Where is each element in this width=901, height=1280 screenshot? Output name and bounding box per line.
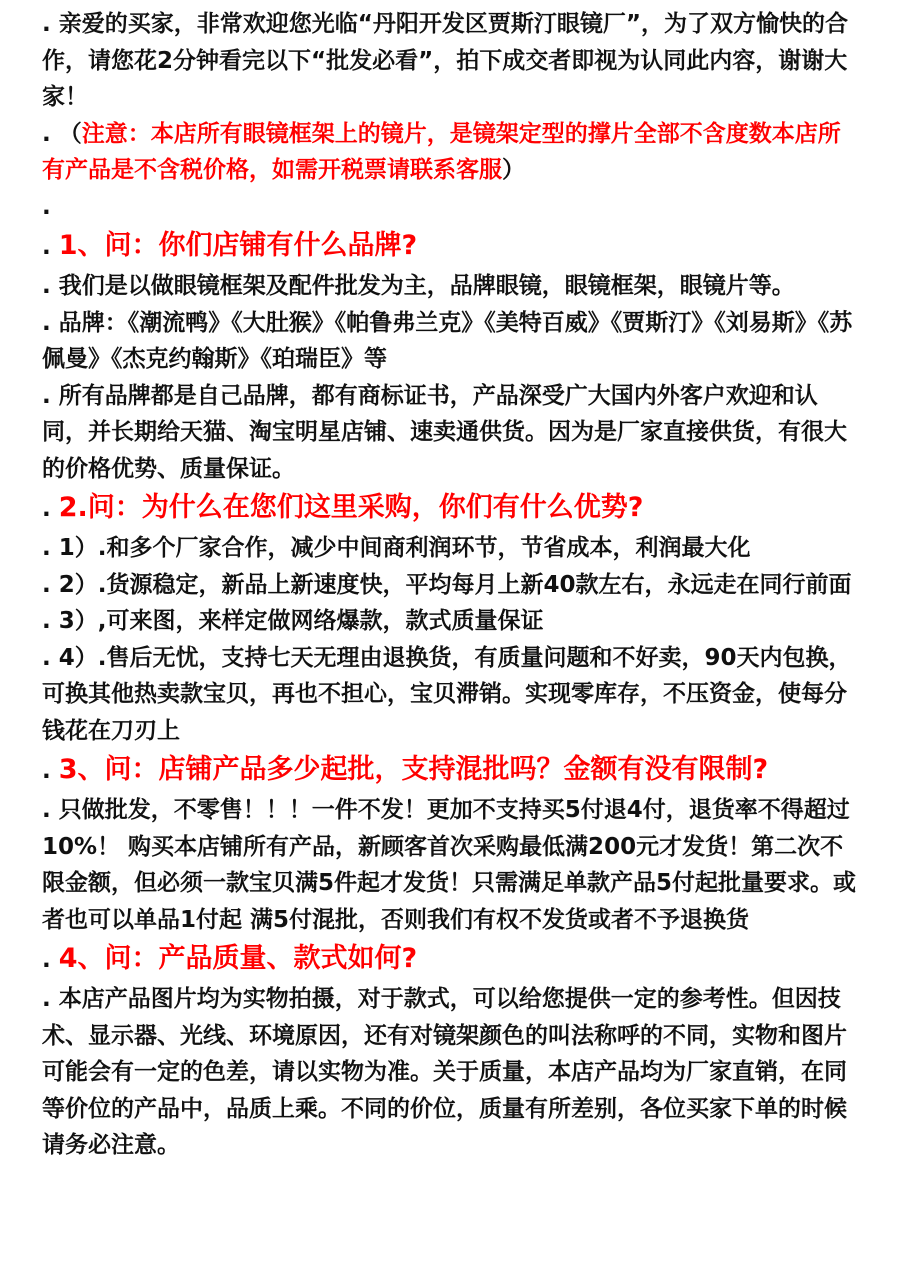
answer-text: 所有品牌都是自己品牌，都有商标证书，产品深受广大国内外客户欢迎和认同，并长期给天猫、淘宝明星店铺、速卖通供货。因为是厂家直接供货，有很大的价格优势、质量保证。 [42, 382, 847, 482]
bullet-dot: . [42, 608, 51, 634]
answer-text: 本店产品图片均为实物拍摄，对于款式，可以给您提供一定的参考性。但因技术、显示器、光线、环境原因，还有对镜架颜色的叫法称呼的不同，实物和图片可能会有一定的色差，请以实物为准。关于质量，本店产品均为厂家直销，在同等价位的产品中，品质上乘。不同的价位，质量有所差别，各位买家下单的时候请务必注意。 [42, 986, 847, 1158]
bullet-dot: . [42, 496, 51, 522]
intro-paragraph [42, 6, 861, 116]
intro-text: 亲爱的买家，非常欢迎您光临“丹阳开发区贾斯汀眼镜厂”，为了双方愉快的合作，请您花2分钟看完以下“批发必看”，拍下成交者即视为认同此内容，谢谢大家！ [42, 11, 848, 110]
answer-text: 3）,可来图，来样定做网络爆款，款式质量保证 [58, 608, 544, 634]
question-2-text: 2.问：为什么在您们这里采购，你们有什么优势? [58, 492, 644, 523]
bullet-dot: . [42, 11, 51, 37]
answer-1-line-1 [42, 268, 861, 305]
notice-close-paren: ） [502, 157, 525, 183]
bullet-dot: . [42, 120, 51, 147]
notice-open-paren: （ [58, 120, 82, 147]
bullet-dot: . [42, 797, 51, 823]
notice-paragraph [42, 116, 861, 189]
answer-4 [42, 981, 861, 1164]
bullet-dot: . [42, 382, 51, 409]
bullet-dot: . [42, 644, 51, 671]
bullet-dot: . [42, 571, 51, 598]
empty-bullet-line [42, 189, 861, 226]
answer-text: 1）.和多个厂家合作，减少中间商利润环节，节省成本，利润最大化 [58, 535, 751, 561]
question-4-text: 4、问：产品质量、款式如何? [58, 943, 418, 974]
bullet-dot: . [42, 193, 51, 220]
answer-2-item-1 [42, 530, 861, 567]
answer-text: 品牌：《潮流鸭》《大肚猴》《帕鲁弗兰克》《美特百威》《贾斯汀》《刘易斯》《苏佩曼》《杰克约翰斯》《珀瑞臣》等 [42, 309, 853, 372]
question-3-heading [42, 749, 861, 792]
answer-text: 只做批发，不零售！！！一件不发！更加不支持买5付退4付，退货率不得超过10%！ 购买本店铺所有产品，新顾客首次采购最低满200元才发货！第二次不限金额，但必须一款宝贝满5件起才发货！只需满足单款产品5付起批量要求。或者也可以单品1付起 满5付混批，否则我们有权不发货或者不予退换货 [42, 797, 857, 933]
answer-3 [42, 792, 861, 938]
bullet-dot: . [42, 234, 51, 260]
answer-1-line-3 [42, 378, 861, 488]
bullet-dot: . [42, 758, 51, 784]
question-1-heading [42, 225, 861, 268]
notice-text: 注意：本店所有眼镜框架上的镜片，是镜架定型的撑片全部不含度数本店所有产品是不含税价格，如需开税票请联系客服 [42, 120, 841, 183]
answer-text: 我们是以做眼镜框架及配件批发为主，品牌眼镜，眼镜框架，眼镜片等。 [58, 273, 795, 299]
bullet-dot: . [42, 273, 51, 299]
answer-text: 2）.货源稳定，新品上新速度快，平均每月上新40款左右，永远走在同行前面 [58, 571, 852, 598]
answer-text: 4）.售后无忧，支持七天无理由退换货，有质量问题和不好卖，90天内包换，可换其他热卖款宝贝，再也不担心，宝贝滞销。实现零库存，不压资金，使每分钱花在刀刃上 [42, 644, 852, 744]
answer-2-item-4 [42, 640, 861, 750]
answer-1-brands [42, 305, 861, 378]
bullet-dot: . [42, 309, 51, 336]
question-2-heading [42, 487, 861, 530]
bullet-dot: . [42, 947, 51, 973]
question-3-text: 3、问：店铺产品多少起批，支持混批吗？金额有没有限制? [58, 754, 769, 785]
answer-2-item-3 [42, 603, 861, 640]
bullet-dot: . [42, 535, 51, 561]
question-1-text: 1、问：你们店铺有什么品牌? [58, 230, 418, 261]
answer-2-item-2 [42, 567, 861, 604]
question-4-heading [42, 938, 861, 981]
bullet-dot: . [42, 986, 51, 1012]
